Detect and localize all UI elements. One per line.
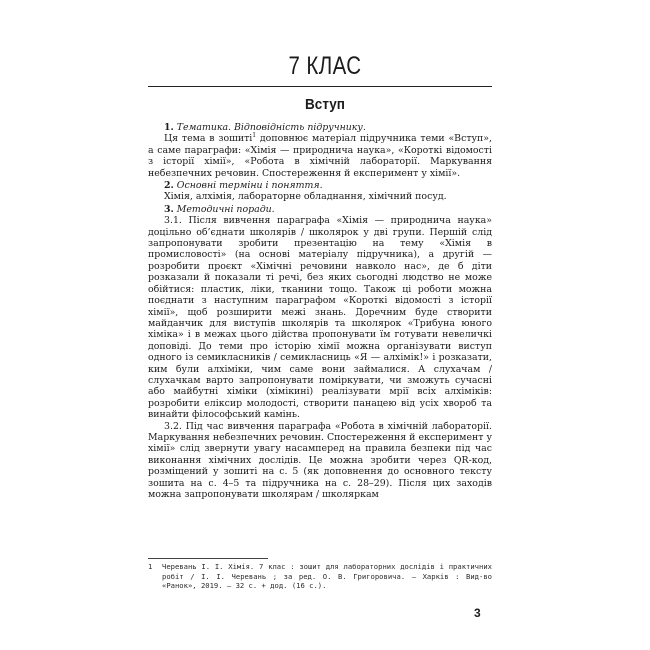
page-number: 3 <box>474 606 481 620</box>
heading-text: Тематика. Відповідність підручнику. <box>176 122 366 133</box>
footnote-reference[interactable]: 1 <box>252 132 257 140</box>
body-text <box>148 121 492 500</box>
paragraph-text: Ця тема в зошиті <box>164 133 253 145</box>
title-divider <box>148 86 492 87</box>
terms-heading <box>148 180 492 191</box>
footnote-text: Черевань І. І. Хімія. 7 клас : зошит для лабораторних дослідів і практичних робіт / І. І. Черевань ; за ред. О. В. Григоровича. — Харків : Вид-во «Ранок», 2019. — 32 с. + дод. (16 с.). <box>162 562 492 591</box>
footnote <box>148 562 492 591</box>
section-title: Вступ <box>305 96 345 113</box>
advice-heading <box>148 204 492 215</box>
topic-heading <box>148 122 492 133</box>
heading-number: 2. <box>164 180 174 192</box>
heading-number: 1. <box>164 122 174 133</box>
advice-paragraph-2: 3.2. Під час вивчення параграфа «Робота в хімічній лабораторії. Маркування небезпечних речовин. Спостереження й експеримент у хімії» слід звернути увагу насамперед на правила безпеки під час виконання хімічних дослідів. Це можна зробити через QR-код, розміщений у зошиті на с. 5 (як доповнення до основного тексту зошита на с. 4–5 та підручника на с. 28–29). Після цих заходів можна запропонувати школярам / школяркам <box>148 420 492 500</box>
heading-text: Методичні поради. <box>176 203 275 215</box>
heading-number: 3. <box>164 203 174 215</box>
advice-paragraph-1: 3.1. Після вивчення параграфа «Хімія — природнича наука» доцільно об’єднати школярів / школярок у дві групи. Першій слід запропонувати зробити презентацію на тему «Хімія в промисловості» (на основі матеріалу підручника), а другій — розробити проєкт «Хімічні речовини навколо нас», де б діти розказали й показали ті речі, без яких сьогодні людство не може обійтися: пластик, ліки, тканини тощо. Також ці роботи можна поєднати з наступним параграфом «Короткі відомості з історії хімії», щоб розширити межі знань. Доречним буде створити майданчик для виступів школярів та школярок «Трибуна юного хіміка» і в межах цього дійства пропонувати їм готувати невеличкі доповіді. До теми про історію хімії можна організувати виступ одного із семикласників / семикласниць «Я — алхімік!» і розказати, ким були алхіміки, чим саме вони займалися. А слухачам / слухачкам варто запропонувати поміркувати, чи зможуть сучасні або майбутні хіміки (хімікині) реалізувати мрії всіх алхіміків: розробити еліксир молодості, створити панацею від усіх хвороб та винайти філософський камінь. <box>148 215 492 421</box>
grade-title: 7 КЛАС <box>288 52 362 80</box>
terms-paragraph: Хімія, алхімія, лабораторне обладнання, хімічний посуд. <box>164 191 447 203</box>
topic-paragraph <box>148 133 492 179</box>
heading-text: Основні терміни і поняття. <box>176 180 323 192</box>
footnote-mark: 1 <box>148 562 153 571</box>
paragraph-text: доповнює матеріал підручника теми «Вступ», а саме параграфи: «Хімія — природнича наука», «Короткі відомості з історії хімії», «Робота в хімічній лабораторії. Маркування небезпечних речовин. Спостереження й експеримент у хімії». <box>148 133 492 179</box>
footnote-divider <box>148 558 268 559</box>
